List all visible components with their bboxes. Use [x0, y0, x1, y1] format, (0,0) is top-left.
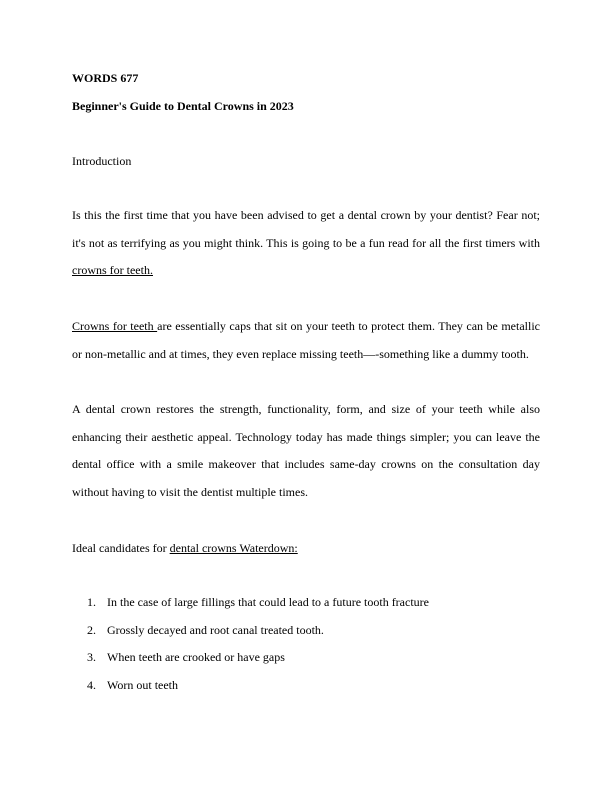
restoration-paragraph: A dental crown restores the strength, functionality, form, and size of your teeth while also enhancing their aesthetic appeal. Technology today has made things simpler; you can leave the dental office with a smile makeover that includes same-day crowns on the consultation day without having to visit the dentist multiple times. — [72, 402, 540, 499]
list-item-text: Grossly decayed and root canal treated tooth. — [107, 622, 324, 637]
dental-crowns-waterdown-link[interactable]: dental crowns Waterdown: — [169, 541, 298, 555]
list-item-number: 2. — [87, 622, 96, 637]
list-item-number: 4. — [87, 677, 96, 692]
list-item-text: Worn out teeth — [107, 677, 179, 692]
list-item — [72, 589, 540, 617]
candidates-heading — [72, 541, 298, 555]
crowns-definition-paragraph — [72, 313, 540, 368]
crowns-for-teeth-link[interactable]: crowns for teeth. — [72, 263, 153, 277]
candidates-heading-text: Ideal candidates for — [72, 541, 170, 555]
list-item-number: 1. — [87, 595, 96, 609]
candidates-list — [72, 589, 540, 699]
list-item-text: When teeth are crooked or have gaps — [107, 650, 285, 664]
list-item-text: In the case of large fillings that could lead to a future tooth fracture — [107, 595, 429, 609]
document-title: Beginner's Guide to Dental Crowns in 2023 — [72, 99, 294, 113]
crowns-definition-text: are essentially caps that sit on your teeth to protect them. They can be metallic or non-metallic and at times, they even replace missing teeth—-something like a dummy tooth. — [72, 319, 540, 361]
intro-paragraph-text: Is this the first time that you have been advised to get a dental crown by your dentist? Fear not; it's not as terrifying as you might think. This is going to be a fun read for all the first timers with — [72, 208, 540, 250]
word-count-label: WORDS 677 — [72, 71, 139, 85]
list-item — [72, 672, 540, 700]
list-item — [72, 644, 540, 672]
crowns-for-teeth-link-2[interactable]: Crowns for teeth — [72, 319, 158, 333]
list-item-number: 3. — [87, 650, 96, 664]
intro-paragraph — [72, 202, 540, 285]
intro-heading: Introduction — [72, 154, 132, 168]
list-item — [72, 617, 540, 645]
